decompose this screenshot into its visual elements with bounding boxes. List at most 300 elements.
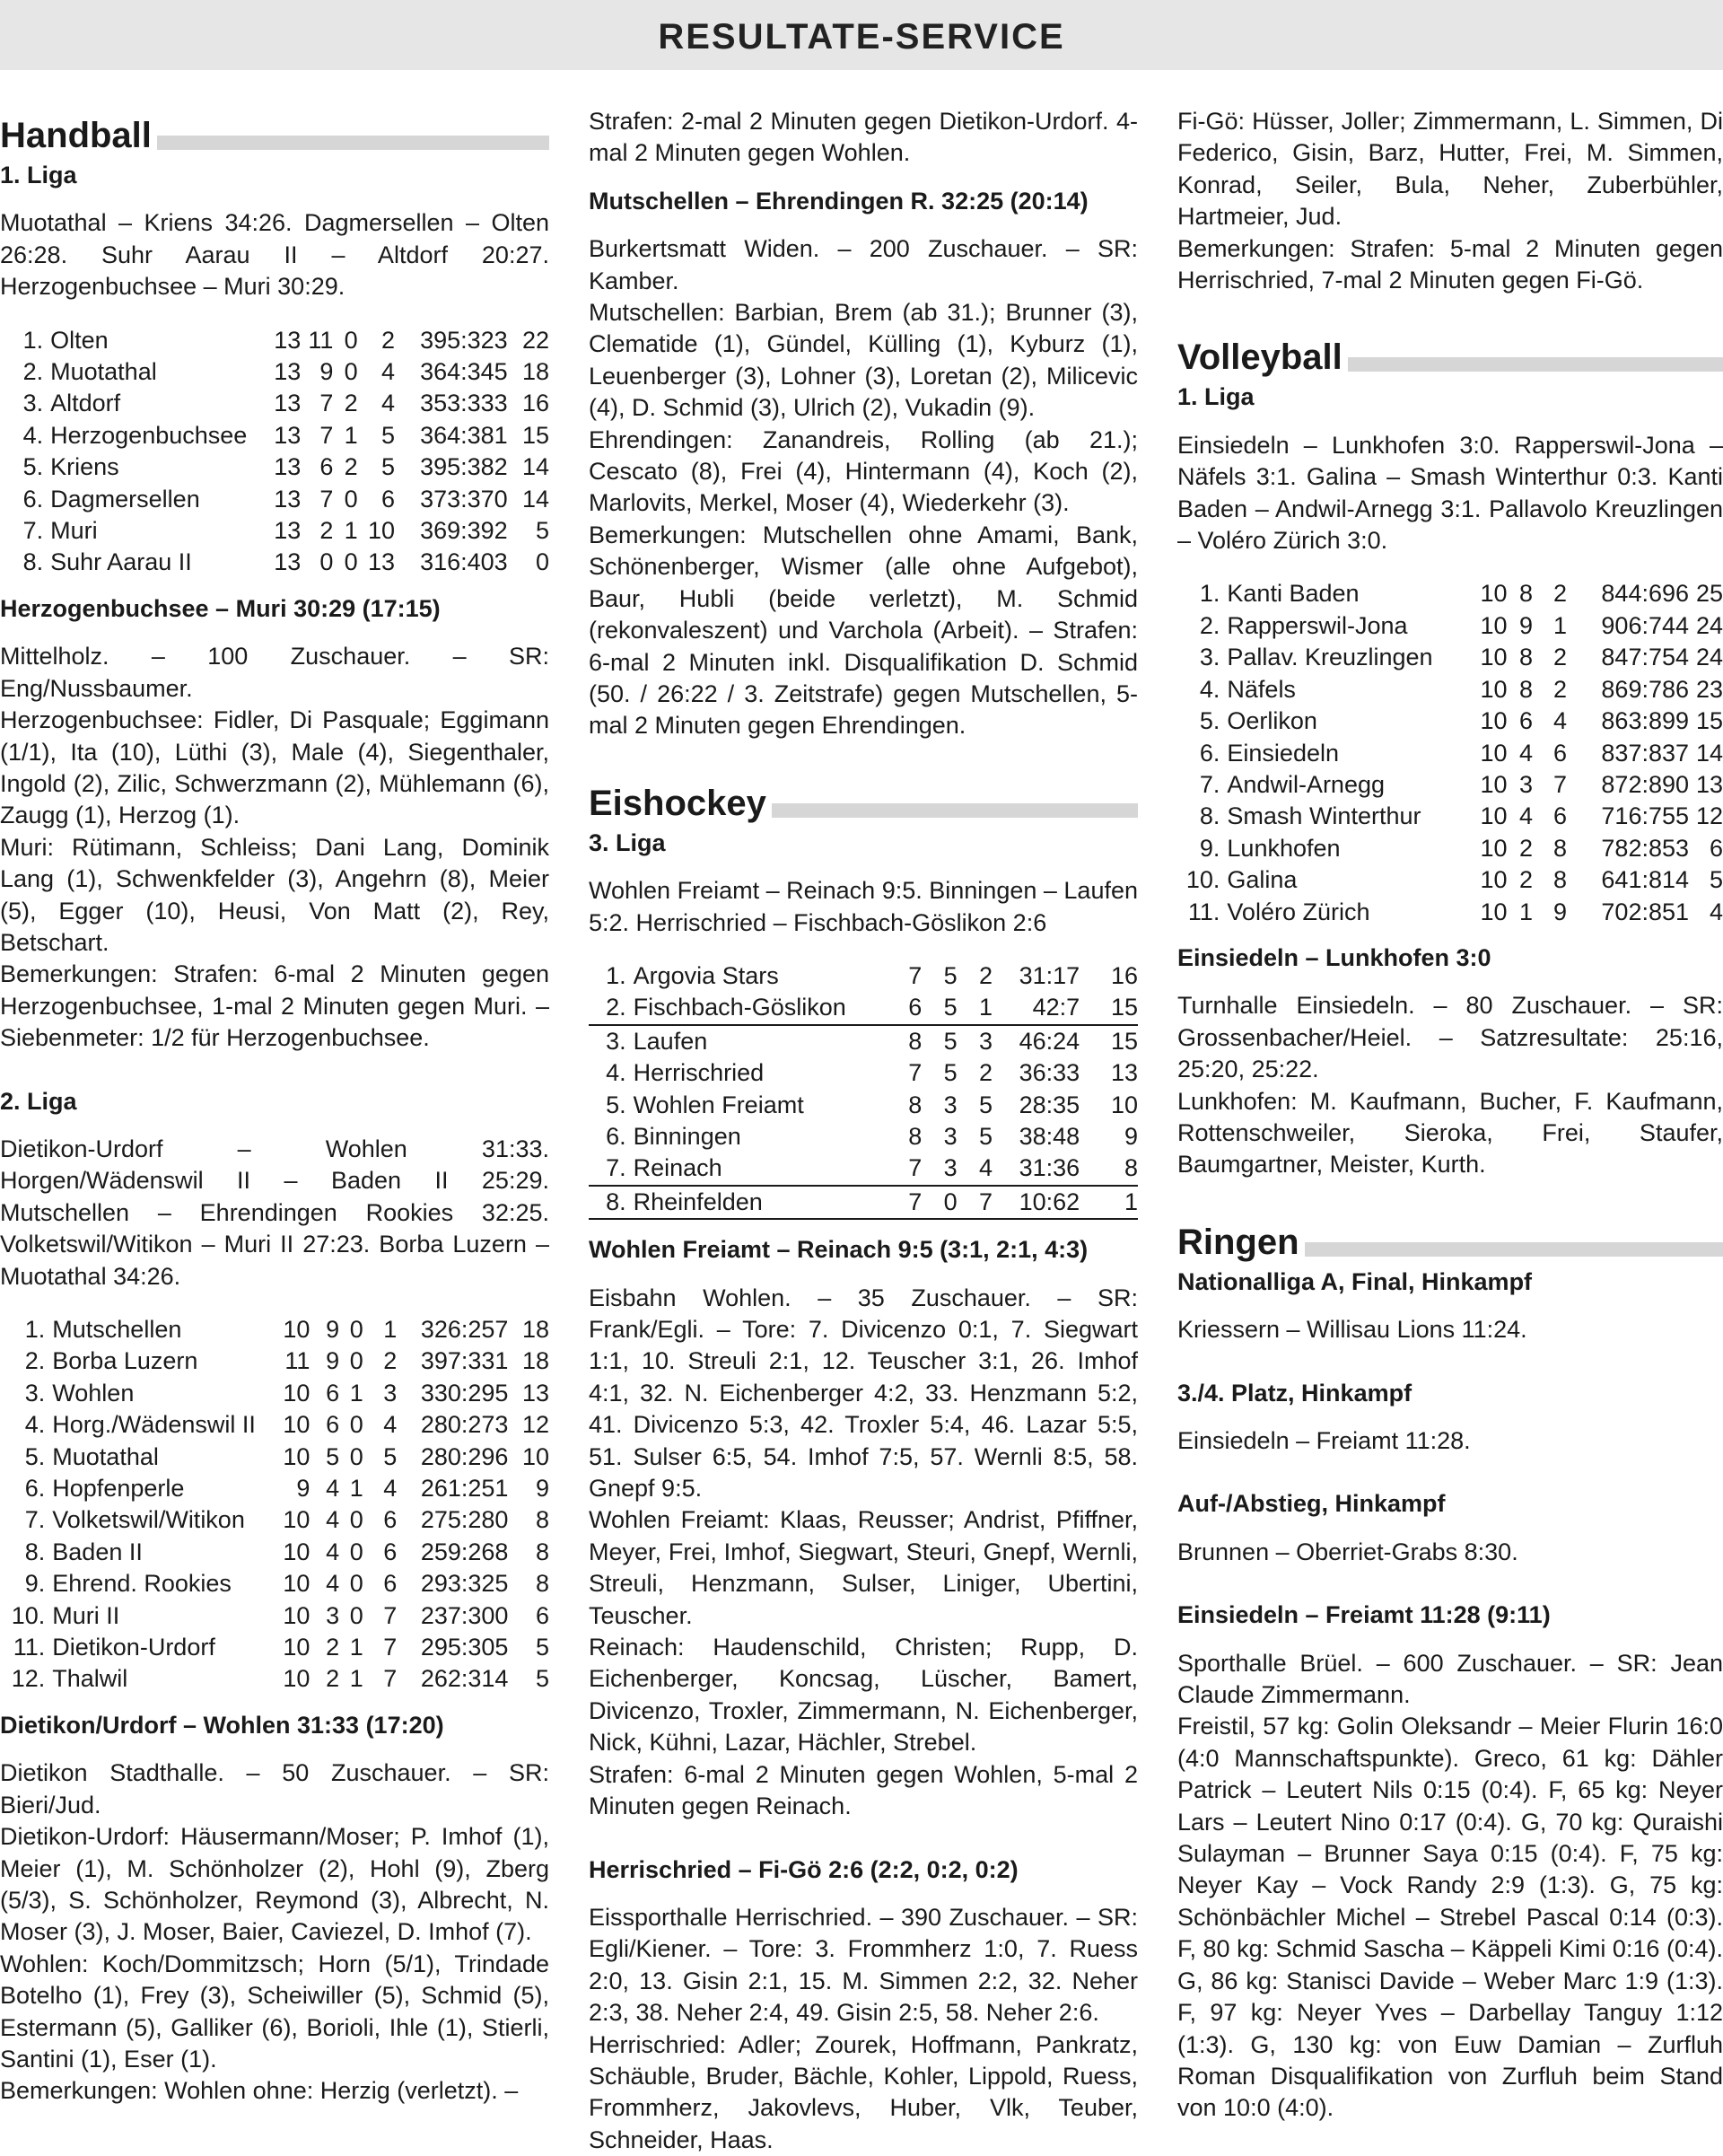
game-title: Herzogenbuchsee – Muri 30:29 (17:15) [0,594,441,622]
team-name: Muotathal [50,358,157,386]
table-row [0,1632,549,1663]
table-cell: 4 [326,1506,340,1534]
table-row [589,992,1138,1024]
table-cell: 293:325 [420,1570,509,1598]
table-cell: 295:305 [420,1634,509,1661]
table-cell: 1. [606,961,626,989]
table-cell: 4 [1519,802,1534,830]
table-cell: 6 [880,992,922,1024]
team-name: Baden II [52,1538,143,1565]
table-cell: 9 [326,1347,340,1375]
table-cell: 8 [1080,1152,1138,1185]
table-cell: 5 [979,1122,993,1150]
team-name: Laufen [633,1027,708,1055]
table-cell: 1 [1519,898,1534,925]
team-name: Wohlen [52,1379,135,1407]
team-name: Herzogenbuchsee [50,421,248,449]
table-cell: 397:331 [420,1347,509,1375]
table-cell: 8 [535,1506,549,1534]
table-cell: 10 [1480,802,1508,830]
table-cell: 4 [383,1475,398,1503]
table-cell: 4. [24,1411,46,1439]
table-cell: 7 [319,485,334,513]
table-cell: 5. [22,453,44,481]
team-name: Smash Winterthur [1227,802,1421,830]
team-name: Kanti Baden [1227,580,1360,608]
table-cell: 0 [349,1570,363,1598]
team-name: Lunkhofen [1227,834,1341,862]
team-name: Einsiedeln [1227,739,1339,767]
table-cell: 28:35 [1019,1091,1080,1118]
league-label: 3./4. Platz, Hinkampf [1177,1379,1413,1407]
table-cell: 12 [1695,802,1723,830]
table-cell: 10 [283,1506,310,1534]
table-cell: 1 [383,1316,398,1343]
team-name: Herrischried [633,1059,765,1087]
report-paragraph: Reinach: Haudenschild, Christen; Rupp, D. Eichenberger, Koncsag, Lüscher, Bamert, Divicenzo, Troxler, Zimmermann, N. Eichenberger, Nick, Kühni, Lazar, Hächler, Strebel. [589,1634,1138,1757]
results-text: Einsiedeln – Lunkhofen 3:0. Rapperswil-Jona – Näfels 3:1. Galina – Smash Winterthur 0:3. Kanti Baden – Andwil-Arnegg 3:1. Pallavolo Kreuzlingen – Voléro Zürich 3:0. [1177,431,1723,555]
table-cell: 0 [349,1538,363,1565]
table-row [0,547,549,578]
section-ringen [1177,1220,1723,1265]
section-handball [0,113,549,158]
table-cell: 6 [381,485,396,513]
table-cell: 7 [908,1059,923,1087]
table-cell: 5 [922,992,957,1024]
report-paragraph: Ehrendingen: Zanandreis, Rolling (ab 21.); Cescato (8), Frei (4), Hintermann (4), Koch (2), Marlovits, Merkel, Moser (4), Wiederkehr (3). [589,425,1138,517]
table-cell: 9 [535,1475,549,1503]
table-cell: 7. [24,1506,46,1534]
table-cell: 6 [383,1570,398,1598]
table-cell: 1. [22,326,44,354]
table-row [0,451,549,483]
table-cell: 2 [1519,834,1534,862]
table-cell: 2 [979,1059,993,1087]
table-cell: 3 [943,1091,958,1118]
league-label: 3. Liga [589,828,666,856]
game-title: Herrischried – Fi-Gö 2:6 (2:2, 0:2, 0:2) [589,1855,1019,1883]
game-report [589,1283,1138,1823]
table-cell: 10 [1480,580,1508,608]
table-cell: 16 [1110,961,1138,989]
table-cell: 3 [922,1152,957,1185]
table-cell: 15 [1695,707,1723,735]
table-cell: 10 [1480,739,1508,767]
table-cell: 7 [319,390,334,417]
table-cell: 3 [1519,770,1534,798]
table-cell: 1 [349,1665,363,1693]
report-paragraph: Burkertsmatt Widen. – 200 Zuschauer. – SR: Kamber. [589,235,1138,294]
table-cell: 13 [521,1379,549,1407]
table-cell: 7 [383,1601,398,1629]
report-paragraph: Bemerkungen: Mutschellen ohne Amami, Bank, Schönenberger, Wismer (alle ohne Aufgebot), Baur, Hubli (beide verletzt), M. Schmid (rekonvaleszent) und Varchola (Arbeit). – Strafen: 6-mal 2 Minuten inkl. Disqualifikation D. Schmid (50. / 26:22 / 3. Zeitstrafe) gegen Mutschellen, 5-mal 2 Minuten gegen Ehrendingen. [589,521,1138,740]
table-cell: 10 [1480,866,1508,894]
table-cell: 6 [319,453,334,481]
table-cell: 10. [1185,866,1220,894]
table-row [0,1378,549,1409]
table-cell: 10 [283,1665,310,1693]
table-cell: 18 [521,358,549,386]
table-cell: 702:851 [1601,898,1690,925]
section-bar [157,136,549,150]
table-row [1177,578,1723,609]
column-2 [589,106,1138,2156]
table-cell: 0 [922,1186,957,1219]
table-cell: 9 [1553,898,1568,925]
table-cell: 2 [344,453,358,481]
table-cell: 5 [381,421,396,449]
report-paragraph: Wohlen: Koch/Dommitzsch; Horn (5/1), Trindade Botelho (1), Frey (3), Scheiwiller (5), Schmid (5), Estermann (5), Galliker (6), Borioli, Ihle (1), Stierli, Santini (1), Eser (1). [0,1950,549,2073]
game-title: Wohlen Freiamt – Reinach 9:5 (3:1, 2:1, 4:3) [589,1236,1089,1264]
table-cell: 4 [326,1538,340,1565]
team-name: Argovia Stars [633,961,779,989]
table-cell: 7. [22,517,44,545]
table-cell: 259:268 [420,1538,509,1565]
table-cell: 8 [1553,834,1568,862]
table-cell: 353:333 [420,390,508,417]
table-cell: 7 [319,421,334,449]
table-cell: 42:7 [993,992,1080,1024]
table-cell: 0 [349,1347,363,1375]
table-cell: 7 [383,1634,398,1661]
table-cell: 2 [381,326,396,354]
team-name: Wohlen Freiamt [633,1091,804,1118]
table-cell: 906:744 [1601,611,1690,639]
report-paragraph: Eissporthalle Herrischried. – 390 Zuschauer. – SR: Egli/Kiener. – Tore: 3. Frommherz 1:0, 7. Ruess 2:0, 13. Gisin 2:1, 15. M. Simmen 2:2, 32. Neher 2:3, 38. Neher 2:4, 49. Gisin 2:5, 58. Neher 2:6. [589,1903,1138,2027]
table-cell: 2 [326,1665,340,1693]
table-cell: 13 [1110,1059,1138,1087]
table-row [589,1057,1138,1089]
results-text: Wohlen Freiamt – Reinach 9:5. Binningen – Laufen 5:2. Herrischried – Fischbach-Göslikon 2:6 [589,877,1138,936]
table-cell: 4 [326,1570,340,1598]
team-name: Muri [50,517,98,545]
table-cell: 10 [283,1442,310,1470]
report-paragraph: Mittelholz. – 100 Zuschauer. – SR: Eng/Nussbaumer. [0,643,549,702]
table-cell: 8 [1519,644,1534,671]
table-cell: 10 [283,1411,310,1439]
table-cell: 4 [1553,707,1568,735]
table-cell: 395:382 [420,453,508,481]
team-name: Muri II [52,1601,120,1629]
table-cell: 0 [344,358,358,386]
table-cell: 15 [1080,992,1138,1024]
section-title: Volleyball [1177,337,1343,378]
column-1 [0,106,549,2108]
table-row [1177,674,1723,706]
table-cell: 11. [1187,898,1220,925]
table-cell: 5 [943,961,958,989]
team-name: Suhr Aarau II [50,548,192,576]
table-cell: 1 [1553,611,1568,639]
table-cell: 4 [1519,739,1534,767]
table-cell: 2 [1553,675,1568,703]
table-row [589,1186,1138,1219]
table-cell: 3. [606,1027,626,1055]
table-cell: 9. [24,1570,46,1598]
table-cell: 7 [880,1186,922,1219]
league-label: 2. Liga [0,1087,77,1115]
results-text: Einsiedeln – Freiamt 11:28. [1177,1427,1471,1454]
table-cell: 6. [1199,739,1220,767]
table-cell: 641:814 [1601,866,1690,894]
table-cell: 13 [274,358,302,386]
table-cell: 275:280 [420,1506,509,1534]
game-report [1177,990,1723,1180]
table-cell: 0 [349,1442,363,1470]
table-cell: 2 [1553,644,1568,671]
table-cell: 14 [521,453,549,481]
table-cell: 7. [589,1152,626,1185]
standings-table [1177,578,1723,927]
table-cell: 837:837 [1601,739,1690,767]
table-cell: 5 [535,517,549,545]
table-cell: 8. [22,548,44,576]
table-cell: 9 [296,1475,310,1503]
report-paragraph: Wohlen Freiamt: Klaas, Reusser; Andrist, Pfiffner, Meyer, Frei, Imhof, Siegwart, Steuri, Gnepf, Wernli, Streuli, Henzmann, Sulser, Liniger, Ubertini, Teuscher. [589,1506,1138,1629]
team-name: Näfels [1227,675,1296,703]
standings-table [0,1314,549,1696]
table-cell: 326:257 [420,1316,509,1343]
table-cell: 4 [381,358,396,386]
table-cell: 5 [535,1665,549,1693]
table-row [0,1537,549,1568]
table-cell: 2 [1519,866,1534,894]
table-cell: 5 [535,1634,549,1661]
table-cell: 0 [349,1506,363,1534]
table-cell: 0 [344,485,358,513]
table-cell: 4 [958,1152,993,1185]
report-paragraph: Sporthalle Brüel. – 600 Zuschauer. – SR: Jean Claude Zimmermann. [1177,1649,1723,1709]
table-cell: 7 [1553,770,1568,798]
table-cell: 7 [383,1665,398,1693]
table-cell: 3. [22,390,44,417]
team-name: Dagmersellen [50,485,200,513]
table-cell: 10 [1480,770,1508,798]
table-cell: 261:251 [420,1475,509,1503]
standings-table [589,960,1138,1220]
table-cell: 6. [22,485,44,513]
table-cell: 3 [383,1379,398,1407]
game-title: Dietikon/Urdorf – Wohlen 31:33 (17:20) [0,1711,444,1739]
table-cell: 25 [1695,580,1723,608]
table-cell: 2 [979,961,993,989]
table-cell: 15 [521,421,549,449]
team-name: Voléro Zürich [1227,898,1370,925]
league-label: Auf-/Abstieg, Hinkampf [1177,1490,1446,1518]
section-title: Handball [0,116,152,155]
table-cell: 3. [24,1379,46,1407]
game-report [589,233,1138,742]
team-name: Andwil-Arnegg [1227,770,1385,798]
table-row [0,1504,549,1536]
table-cell: 5. [606,1091,626,1118]
table-cell: 10. [11,1601,46,1629]
table-cell: 262:314 [420,1665,509,1693]
table-cell: 1. [1199,580,1220,608]
table-cell: 5. [1199,707,1220,735]
table-cell: 16 [521,390,549,417]
table-row [0,420,549,451]
table-cell: 2 [319,517,334,545]
team-name: Galina [1227,866,1298,894]
team-name: Volketswil/Witikon [52,1506,245,1534]
table-cell: 12. [11,1665,46,1693]
table-cell: 12 [521,1411,549,1439]
table-cell: 0 [349,1411,363,1439]
section-title: Ringen [1177,1222,1299,1262]
table-cell: 2 [344,390,358,417]
team-name: Dietikon-Urdorf [52,1634,215,1661]
table-cell: 10 [283,1570,310,1598]
report-paragraph: Dietikon Stadthalle. – 50 Zuschauer. – SR: Bieri/Jud. [0,1759,549,1819]
column-3 [1177,106,1723,2125]
table-cell: 10 [1480,675,1508,703]
team-name: Altdorf [50,390,121,417]
table-cell: 373:370 [420,485,508,513]
table-cell: 6 [326,1379,340,1407]
table-cell: 3 [943,1122,958,1150]
table-cell: 0 [349,1316,363,1343]
report-paragraph: Dietikon-Urdorf: Häusermann/Moser; P. Imhof (1), Meier (1), M. Schönholzer (2), Hohl (9), Zberg (5/3), S. Schönholzer, Reymond (3), Albrecht, N. Moser (3), J. Moser, Baier, Caviezel, D. Imhof (7). [0,1823,549,1946]
table-cell: 5 [1709,866,1723,894]
table-cell: 6. [606,1122,626,1150]
table-cell: 869:786 [1601,675,1690,703]
table-cell: 9 [1519,611,1534,639]
page-header [0,0,1723,70]
table-cell: 13 [368,548,396,576]
team-name: Horg./Wädenswil II [52,1411,256,1439]
table-cell: 9 [1124,1122,1138,1150]
table-cell: 5 [326,1442,340,1470]
report-paragraph: Mutschellen: Barbian, Brem (ab 31.); Brunner (3), Clematide (1), Gündel, Külling (1), Kyburz (1), Leuenberger (3), Lohner (3), Loretan (2), Milicevic (4), D. Schmid (3), Ulrich (2), Vukadin (9). [589,299,1138,422]
team-name: Hopfenperle [52,1475,185,1503]
table-cell: 11 [308,326,334,354]
table-cell: 4 [381,390,396,417]
results-text: Dietikon-Urdorf – Wohlen 31:33. Horgen/Wädenswil II – Baden II 25:29. Mutschellen – Ehrendingen Rookies 32:25. Volketswil/Witikon – Muri II 27:23. Borba Luzern – Muotathal 34:26. [0,1135,549,1290]
table-cell: 2 [326,1634,340,1661]
report-paragraph: Herzogenbuchsee: Fidler, Di Pasquale; Eggimann (1/1), Ita (10), Lüthi (3), Male (4), Siegenthaler, Ingold (2), Zilic, Schwerzmann (2), Mühlemann (6), Zaugg (1), Herzog (1). [0,706,549,829]
table-row [0,515,549,547]
game-report [589,1902,1138,2156]
table-row [0,356,549,388]
table-cell: 11 [284,1347,310,1375]
table-cell: 6 [383,1506,398,1534]
table-cell: 6 [535,1601,549,1629]
table-cell: 0 [319,548,334,576]
table-cell: 1 [344,421,358,449]
report-paragraph: Freistil, 57 kg: Golin Oleksandr – Meier Flurin 16:0 (4:0 Mannschaftspunkte). Greco, 61 kg: Dähler Patrick – Leutert Nils 0:15 (0:4). F, 65 kg: Neyer Lars – Leutert Nino 0:17 (0:4). G, 70 kg: Quraishi Sulayman – Brunner Saya 0:15 (0:4). F, 75 kg: Neyer Kay – Vock Randy 2:9 (1:3). G, 75 kg: Schönbächler Michel – Strebel Pascal 0:14 (0:3). F, 80 kg: Schmid Sascha – Käppeli Kimi 0:16 (0:4). G, 86 kg: Stanisci Davide – Weber Marc 1:9 (1:3). F, 97 kg: Neyer Yves – Darbellay Tanguy 1:12 (1:3). G, 130 kg: von Euw Damian – Zurfluh Roman Disqualifikation von Zurfluh beim Stand von 10:0 (4:0). [1177,1713,1723,2122]
table-cell: 15 [1110,1027,1138,1055]
table-cell: 9 [319,358,334,386]
table-cell: 6. [24,1475,46,1503]
table-cell: 10 [283,1379,310,1407]
table-cell: 1 [349,1475,363,1503]
table-cell: 2. [22,358,44,386]
section-title: Eishockey [589,783,766,823]
table-cell: 369:392 [420,517,508,545]
report-paragraph: Bemerkungen: Wohlen ohne: Herzig (verletzt). – [0,2077,519,2105]
table-cell: 237:300 [420,1601,509,1629]
table-cell: 13 [274,517,302,545]
table-cell: 0 [344,548,358,576]
table-row [0,1314,549,1345]
team-name: Rapperswil-Jona [1227,611,1408,639]
team-name: Oerlikon [1227,707,1317,735]
table-cell: 0 [344,326,358,354]
team-name: Rheinfelden [626,1186,880,1219]
table-cell: 18 [521,1347,549,1375]
continued-text [1177,106,1723,296]
table-cell: 11. [13,1634,46,1661]
table-cell: 13 [274,453,302,481]
table-cell: 2. [24,1347,46,1375]
report-paragraph: Bemerkungen: Strafen: 5-mal 2 Minuten gegen Herrischried, 7-mal 2 Minuten gegen Fi-Gö. [1177,234,1723,294]
table-cell: 8. [589,1186,626,1219]
table-cell: 1 [349,1634,363,1661]
table-cell: 5. [24,1442,46,1470]
table-cell: 10 [1110,1091,1138,1118]
report-paragraph: Strafen: 6-mal 2 Minuten gegen Wohlen, 5-mal 2 Minuten gegen Reinach. [589,1760,1138,1820]
table-row [1177,897,1723,928]
table-cell: 46:24 [1019,1027,1080,1055]
table-row [0,1409,549,1441]
table-cell: 2. [1199,611,1220,639]
table-cell: 330:295 [420,1379,509,1407]
table-row [0,388,549,419]
report-paragraph: Muri: Rütimann, Schleiss; Dani Lang, Dominik Lang (1), Schwenkfelder (3), Angehrn (8), Meier (5), Egger (10), Heusi, Von Matt (2), Rey, Betschart. [0,833,549,956]
table-row [0,1345,549,1377]
table-cell: 1 [344,517,358,545]
table-cell: 6 [1553,739,1568,767]
table-cell: 4. [606,1059,626,1087]
game-title: Einsiedeln – Freiamt 11:28 (9:11) [1177,1601,1551,1629]
table-cell: 10 [1480,898,1508,925]
table-cell: 13 [274,485,302,513]
table-cell: 10:62 [993,1186,1080,1219]
table-cell: 8. [24,1538,46,1565]
table-cell: 395:323 [420,326,508,354]
table-cell: 7 [880,1152,922,1185]
table-row [0,484,549,515]
table-row [0,325,549,356]
table-cell: 8 [535,1538,549,1565]
table-cell: 6 [383,1538,398,1565]
continued-text: Strafen: 2-mal 2 Minuten gegen Dietikon-Urdorf. 4-mal 2 Minuten gegen Wohlen. [589,108,1138,167]
game-title: Mutschellen – Ehrendingen R. 32:25 (20:14) [589,187,1089,215]
table-cell: 38:48 [1019,1122,1080,1150]
table-cell: 10 [283,1316,310,1343]
table-row [0,1600,549,1632]
table-row [589,960,1138,992]
team-name: Thalwil [52,1665,128,1693]
table-cell: 6 [1519,707,1534,735]
table-cell: 280:273 [420,1411,509,1439]
team-name: Mutschellen [52,1316,182,1343]
table-cell: 4. [22,421,44,449]
table-cell: 5 [943,1059,958,1087]
team-name: Reinach [626,1152,880,1185]
table-cell: 1 [1080,1186,1138,1219]
table-cell: 31:17 [1019,961,1080,989]
table-cell: 364:381 [420,421,508,449]
table-cell: 10 [368,517,396,545]
table-cell: 5 [383,1442,398,1470]
report-paragraph: Eisbahn Wohlen. – 35 Zuschauer. – SR: Frank/Egli. – Tore: 7. Divicenzo 0:1, 7. Siegwart 1:1, 10. Streuli 2:1, 12. Teuscher 3:1, 26. Imhof 4:1, 32. N. Eichenberger 4:2, 33. Henzmann 5:2, 41. Divicenzo 5:3, 42. Troxler 5:4, 46. Lazar 5:5, 51. Sulser 6:5, 54. Imhof 7:5, 57. Wernli 8:5, 58. Gnepf 9:5. [589,1284,1138,1503]
game-title: Einsiedeln – Lunkhofen 3:0 [1177,943,1491,971]
table-cell: 10 [521,1442,549,1470]
table-cell: 0 [535,548,549,576]
team-name: Fischbach-Göslikon [626,992,880,1024]
